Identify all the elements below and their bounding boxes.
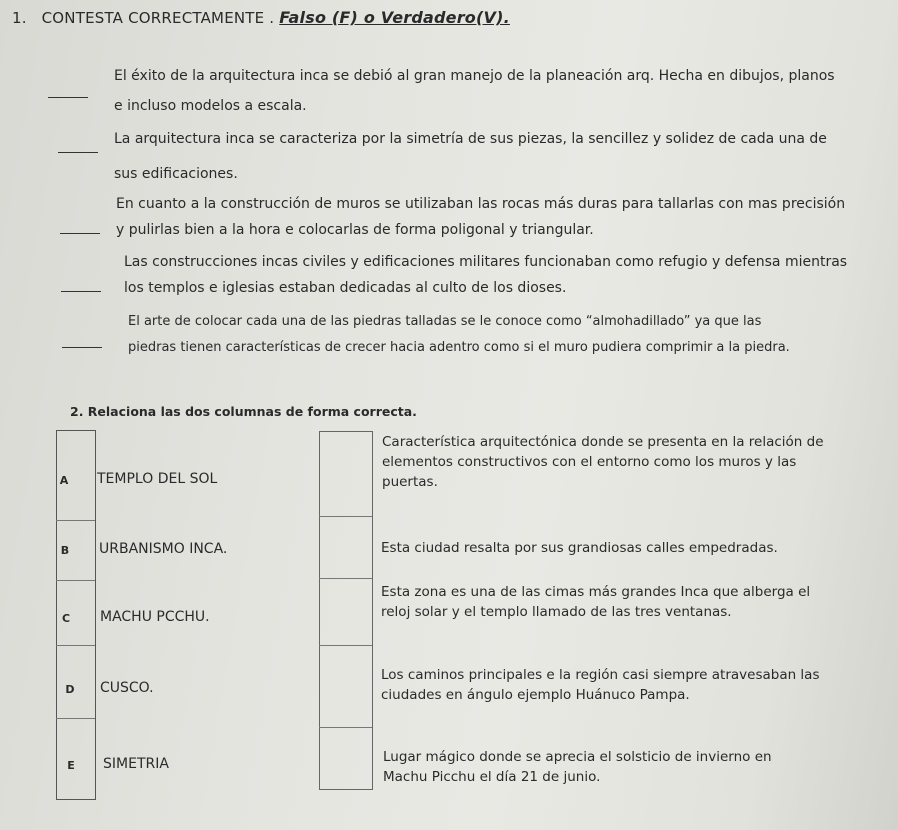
answer-slot-divider	[319, 578, 372, 579]
statement-5-line1: El arte de colocar cada una de las piedras talladas se le conoce como “almohadillado” ya que las	[128, 314, 762, 329]
item-letter-e: E	[67, 759, 75, 772]
section1-heading	[12, 8, 510, 27]
answer-blank-2[interactable]	[58, 152, 98, 153]
answer-blank-5[interactable]	[62, 347, 102, 348]
left-divider	[56, 520, 95, 521]
statement-1-line2: e incluso modelos a escala.	[114, 98, 307, 114]
description-5: Lugar mágico donde se aprecia el solsticio de invierno en Machu Picchu el día 21 de junio.	[383, 749, 772, 785]
item-term-a: TEMPLO DEL SOL	[97, 471, 218, 487]
item-letter-b: B	[60, 544, 70, 557]
item-term-c: MACHU PCCHU.	[100, 609, 210, 625]
statement-5-line2: piedras tienen características de crecer hacia adentro como si el muro pudiera comprimir a la piedra.	[128, 340, 790, 355]
item-term-e: SIMETRIA	[103, 756, 169, 772]
statement-2-line1: La arquitectura inca se caracteriza por la simetría de sus piezas, la sencillez y solidez de cada una de	[114, 131, 827, 147]
answer-slot-divider	[319, 727, 372, 728]
answer-slot-divider	[319, 645, 372, 646]
item-term-d: CUSCO.	[100, 680, 154, 696]
section2-title: 2. Relaciona las dos columnas de forma correcta.	[70, 404, 417, 419]
answer-slot-divider	[319, 516, 372, 517]
description-1: Característica arquitectónica donde se presenta en la relación de elementos constructivos con el entorno como los muros y las puertas.	[382, 434, 824, 490]
item-letter-c: C	[61, 612, 71, 625]
statement-1-line1: El éxito de la arquitectura inca se debió al gran manejo de la planeación arq. Hecha en dibujos, planos	[114, 68, 835, 84]
left-divider	[56, 645, 95, 646]
description-3: Esta zona es una de las cimas más grandes Inca que alberga el reloj solar y el templo llamado de las tres ventanas.	[381, 584, 811, 620]
right-column-box	[319, 431, 373, 790]
section1-emphasis: Falso (F) o Verdadero(V).	[279, 8, 510, 27]
left-divider	[56, 718, 95, 719]
description-2: Esta ciudad resalta por sus grandiosas calles empedradas.	[381, 540, 778, 556]
section1-instruction: CONTESTA CORRECTAMENTE .	[41, 9, 275, 27]
statement-3-line2: y pulirlas bien a la hora e colocarlas de forma poligonal y triangular.	[116, 222, 594, 238]
answer-blank-3[interactable]	[60, 233, 100, 234]
answer-blank-4[interactable]	[61, 291, 101, 292]
item-letter-a: A	[59, 474, 69, 487]
item-letter-d: D	[65, 683, 75, 696]
statement-2-line2: sus edificaciones.	[114, 166, 238, 182]
left-divider	[56, 580, 95, 581]
item-term-b: URBANISMO INCA.	[99, 541, 228, 557]
statement-4-line1: Las construcciones incas civiles y edificaciones militares funcionaban como refugio y defensa mientras	[124, 254, 848, 270]
section1-number: 1.	[12, 9, 27, 27]
statement-4-line2: los templos e iglesias estaban dedicadas al culto de los dioses.	[124, 280, 567, 296]
statement-3-line1: En cuanto a la construcción de muros se utilizaban las rocas más duras para tallarlas con mas precisión	[116, 196, 846, 212]
answer-blank-1[interactable]	[48, 97, 88, 98]
description-4: Los caminos principales e la región casi siempre atravesaban las ciudades en ángulo ejemplo Huánuco Pampa.	[381, 667, 820, 703]
